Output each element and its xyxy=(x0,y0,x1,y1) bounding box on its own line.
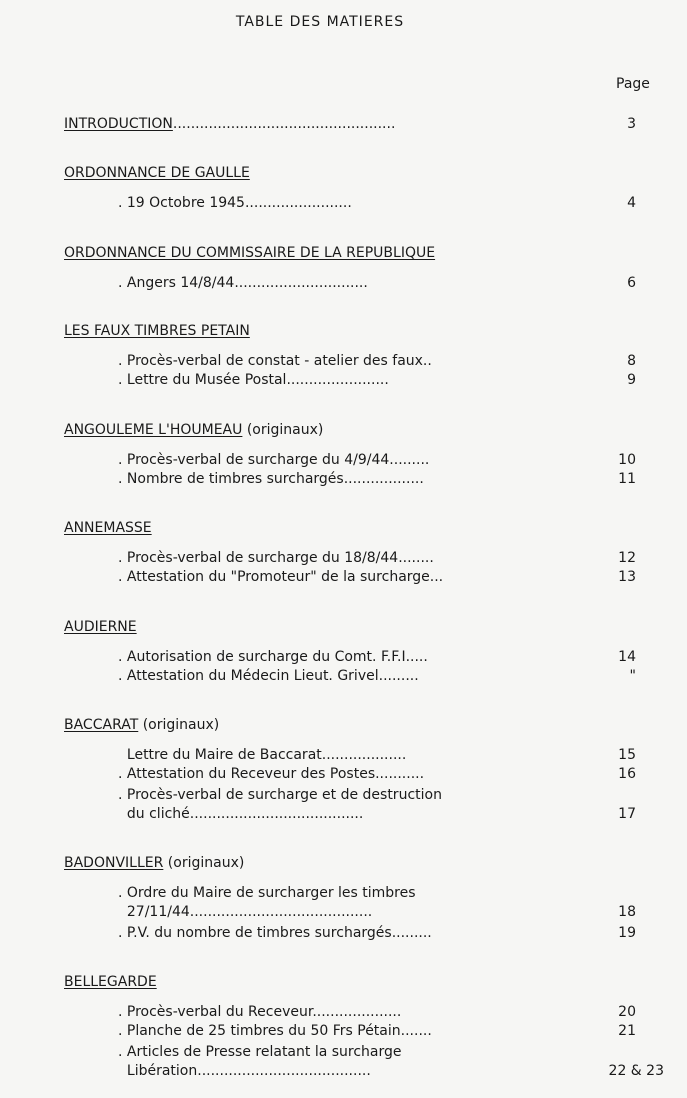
page-number: 11 xyxy=(618,471,636,487)
toc-entry: . Procès-verbal de surcharge du 18/8/44........ xyxy=(118,550,434,566)
toc-entry: Libération....................................... xyxy=(118,1063,371,1079)
toc-entry: . Attestation du "Promoteur" de la surcharge... xyxy=(118,569,444,585)
page-number: 4 xyxy=(627,195,636,211)
page-number: 9 xyxy=(627,372,636,388)
section-heading: ORDONNANCE DU COMMISSAIRE DE LA REPUBLIQUE xyxy=(64,245,436,261)
page-number: 22 & 23 xyxy=(608,1063,664,1079)
section-heading: BELLEGARDE xyxy=(64,974,157,990)
page-number: 17 xyxy=(618,806,636,822)
section-heading: ANNEMASSE xyxy=(64,520,152,536)
section-heading: INTRODUCTION.................................................. xyxy=(64,116,396,132)
page-number: 12 xyxy=(618,550,636,566)
toc-entry: . Procès-verbal de surcharge du 4/9/44......... xyxy=(118,452,430,468)
page-number: 15 xyxy=(618,747,636,763)
page-number: 8 xyxy=(627,353,636,369)
page-number: 10 xyxy=(618,452,636,468)
page-number: 21 xyxy=(618,1023,636,1039)
toc-entry: . Autorisation de surcharge du Comt. F.F.I..... xyxy=(118,649,428,665)
toc-entry: . Nombre de timbres surchargés.................. xyxy=(118,471,424,487)
page-number: 20 xyxy=(618,1004,636,1020)
page-number: 6 xyxy=(627,275,636,291)
page-number: 3 xyxy=(627,116,636,132)
toc-entry: . Procès-verbal du Receveur.................... xyxy=(118,1004,402,1020)
toc-entry: Lettre du Maire de Baccarat................... xyxy=(118,747,407,763)
toc-entry: . Angers 14/8/44.............................. xyxy=(118,275,368,291)
toc-entry: . Ordre du Maire de surcharger les timbres xyxy=(118,885,416,901)
toc-entry: 27/11/44......................................... xyxy=(118,904,373,920)
toc-entry: . P.V. du nombre de timbres surchargés......... xyxy=(118,925,432,941)
page-column-header: Page xyxy=(616,76,650,92)
toc-entry: . Lettre du Musée Postal....................... xyxy=(118,372,389,388)
section-heading: ORDONNANCE DE GAULLE xyxy=(64,165,250,181)
toc-entry: . Attestation du Receveur des Postes........... xyxy=(118,766,425,782)
page-number: 18 xyxy=(618,904,636,920)
page-number: " xyxy=(629,668,636,684)
toc-entry: . 19 Octobre 1945........................ xyxy=(118,195,352,211)
section-heading: ANGOULEME L'HOUMEAU (originaux) xyxy=(64,422,324,438)
section-heading: BADONVILLER (originaux) xyxy=(64,855,245,871)
toc-entry: . Procès-verbal de constat - atelier des faux.. xyxy=(118,353,432,369)
section-heading: BACCARAT (originaux) xyxy=(64,717,220,733)
toc-entry: . Planche de 25 timbres du 50 Frs Pétain....... xyxy=(118,1023,432,1039)
page-number: 14 xyxy=(618,649,636,665)
toc-entry: . Attestation du Médecin Lieut. Grivel......... xyxy=(118,668,419,684)
page-number: 19 xyxy=(618,925,636,941)
section-heading: AUDIERNE xyxy=(64,619,137,635)
toc-entry: . Procès-verbal de surcharge et de destruction xyxy=(118,787,442,803)
page-title: TABLE DES MATIERES xyxy=(235,14,405,30)
toc-entry: . Articles de Presse relatant la surcharge xyxy=(118,1044,402,1060)
toc-entry: du cliché....................................... xyxy=(118,806,364,822)
page-number: 13 xyxy=(618,569,636,585)
section-heading: LES FAUX TIMBRES PETAIN xyxy=(64,323,250,339)
page-number: 16 xyxy=(618,766,636,782)
